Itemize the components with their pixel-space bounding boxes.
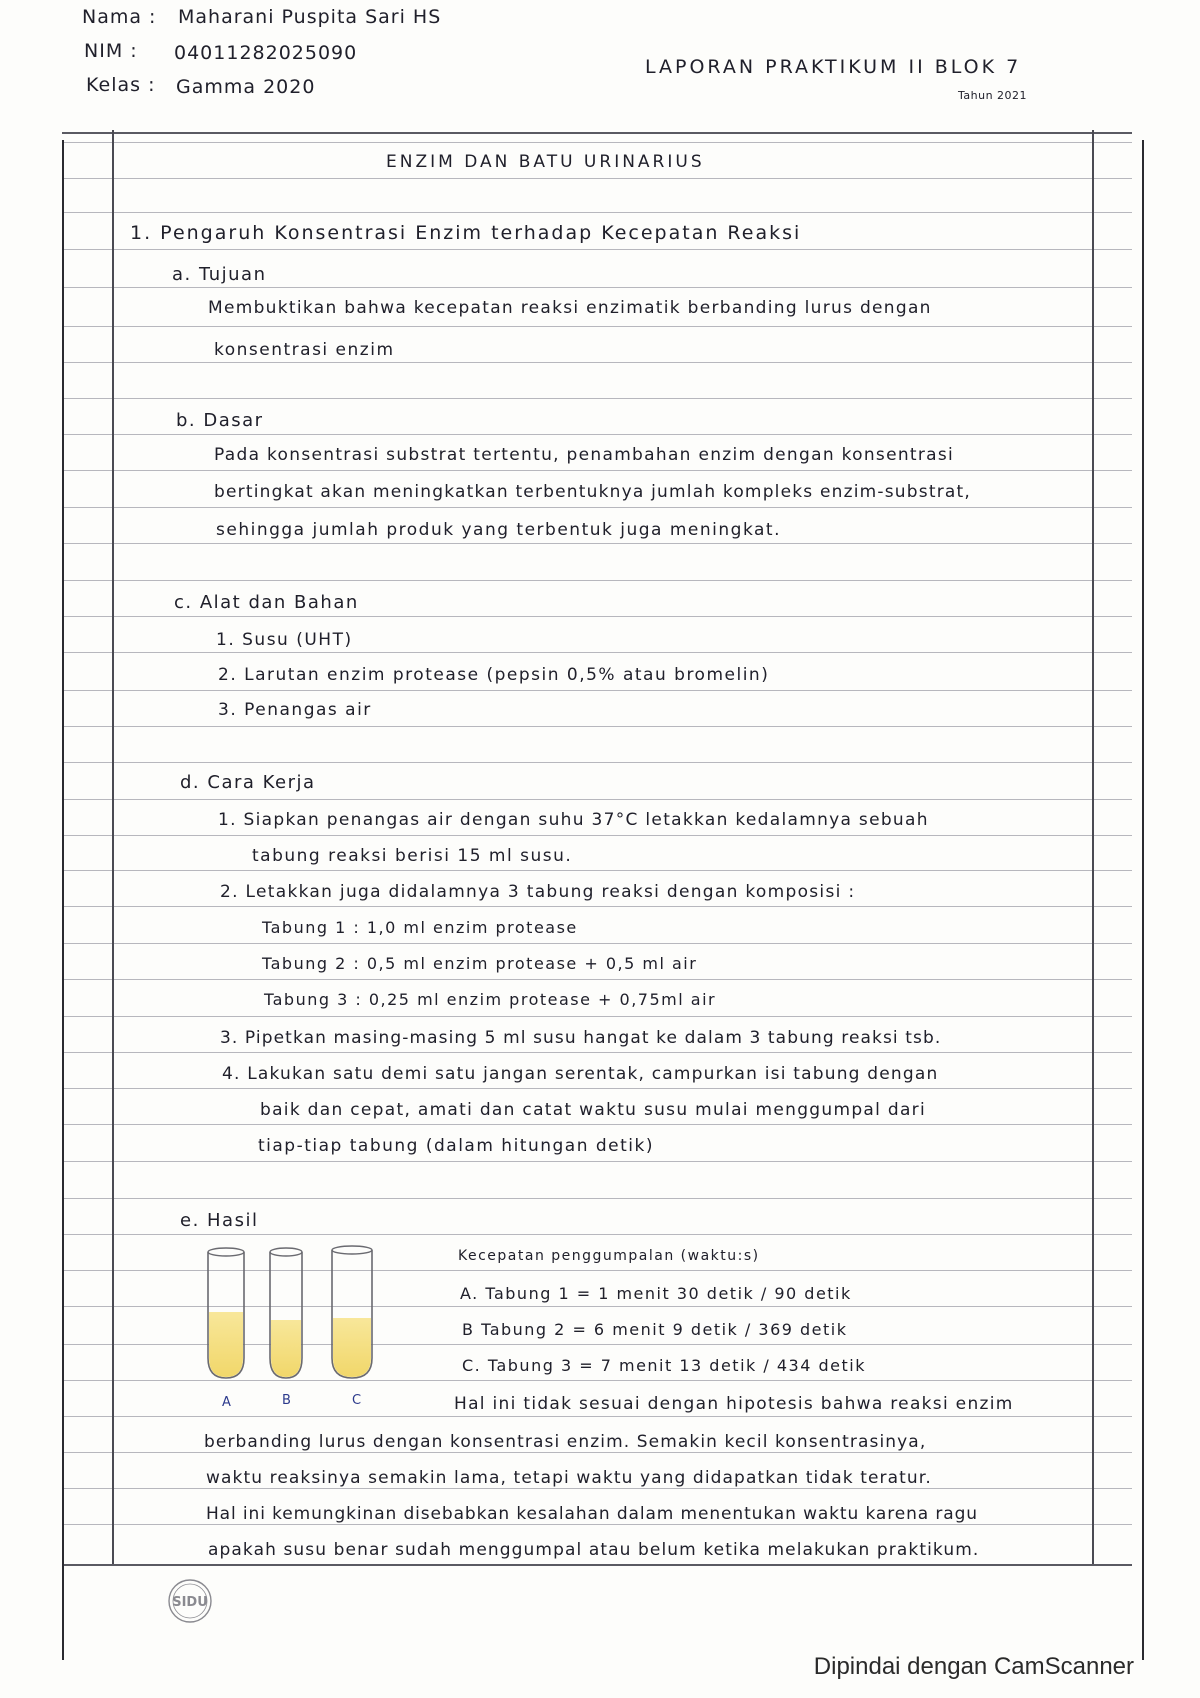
tube-label-b: B <box>282 1393 291 1408</box>
cara-line: 2. Letakkan juga didalamnya 3 tabung reaksi dengan komposisi : <box>220 882 856 902</box>
cara-line: 3. Pipetkan masing-masing 5 ml susu hangat ke dalam 3 tabung reaksi tsb. <box>220 1028 942 1048</box>
alat-item: 2. Larutan enzim protease (pepsin 0,5% atau bromelin) <box>218 665 770 685</box>
tujuan-line: konsentrasi enzim <box>214 340 395 360</box>
result-line: C. Tabung 3 = 7 menit 13 detik / 434 detik <box>462 1356 866 1375</box>
hasil-label: e. Hasil <box>180 1210 259 1231</box>
page-title: ENZIM DAN BATU URINARIUS <box>386 152 705 172</box>
discussion-line: apakah susu benar sudah menggumpal atau belum ketika melakukan praktikum. <box>208 1540 980 1560</box>
cara-line: tiap-tiap tabung (dalam hitungan detik) <box>258 1136 655 1156</box>
speed-title: Kecepatan penggumpalan (waktu:s) <box>458 1248 760 1264</box>
cara-label: d. Cara Kerja <box>180 772 316 793</box>
alat-item: 1. Susu (UHT) <box>216 630 353 650</box>
kelas-label: Kelas : <box>86 74 156 96</box>
scanner-watermark: Dipindai dengan CamScanner <box>813 1653 1134 1680</box>
result-line: A. Tabung 1 = 1 menit 30 detik / 90 detik <box>460 1284 852 1303</box>
cara-line: 4. Lakukan satu demi satu jangan serentak, campurkan isi tabung dengan <box>222 1064 939 1084</box>
sidu-stamp-logo <box>167 1578 213 1624</box>
cara-line: Tabung 2 : 0,5 ml enzim protease + 0,5 ml air <box>262 954 698 973</box>
discussion-line: waktu reaksinya semakin lama, tetapi waktu yang didapatkan tidak teratur. <box>206 1468 932 1488</box>
tube-a-icon <box>208 1248 244 1378</box>
tube-label-a: A <box>222 1395 231 1410</box>
discussion-line: Hal ini kemungkinan disebabkan kesalahan dalam menentukan waktu karena ragu <box>206 1504 978 1524</box>
alat-item: 3. Penangas air <box>218 700 372 720</box>
kelas-value: Gamma 2020 <box>176 76 316 98</box>
margin-line <box>112 130 114 1564</box>
tujuan-label: a. Tujuan <box>172 264 267 285</box>
cara-line: Tabung 3 : 0,25 ml enzim protease + 0,75ml air <box>264 990 717 1009</box>
cara-line: tabung reaksi berisi 15 ml susu. <box>252 846 573 866</box>
stamp-text: SIDU <box>172 1595 208 1610</box>
tube-c-icon <box>332 1246 372 1378</box>
margin-line <box>1092 130 1094 1564</box>
tube-label-c: C <box>352 1393 362 1408</box>
result-line: B Tabung 2 = 6 menit 9 detik / 369 detik <box>462 1320 848 1339</box>
nim-label: NIM : <box>84 40 138 62</box>
cara-line: Tabung 1 : 1,0 ml enzim protease <box>262 918 578 937</box>
test-tubes-illustration <box>200 1240 390 1420</box>
section-heading: 1. Pengaruh Konsentrasi Enzim terhadap Kecepatan Reaksi <box>130 222 802 244</box>
cara-line: 1. Siapkan penangas air dengan suhu 37°C letakkan kedalamnya sebuah <box>218 810 929 830</box>
rule-line <box>62 132 1132 134</box>
tube-b-icon <box>270 1248 302 1378</box>
dasar-line: Pada konsentrasi substrat tertentu, penambahan enzim dengan konsentrasi <box>214 445 955 465</box>
alat-label: c. Alat dan Bahan <box>174 592 359 613</box>
nama-label: Nama : <box>82 6 157 28</box>
dasar-line: bertingkat akan meningkatkan terbentuknya jumlah kompleks enzim-substrat, <box>214 482 971 502</box>
nim-value: 04011282025090 <box>174 42 358 64</box>
dasar-label: b. Dasar <box>176 410 264 431</box>
discussion-line: Hal ini tidak sesuai dengan hipotesis bahwa reaksi enzim <box>454 1394 1014 1414</box>
year-label: Tahun 2021 <box>958 89 1028 102</box>
discussion-line: berbanding lurus dengan konsentrasi enzim. Semakin kecil konsentrasinya, <box>204 1432 927 1452</box>
cara-line: baik dan cepat, amati dan catat waktu susu mulai menggumpal dari <box>260 1100 926 1120</box>
dasar-line: sehingga jumlah produk yang terbentuk juga meningkat. <box>216 520 781 540</box>
nama-value: Maharani Puspita Sari HS <box>178 6 442 28</box>
tujuan-line: Membuktikan bahwa kecepatan reaksi enzimatik berbanding lurus dengan <box>208 298 932 318</box>
report-title: LAPORAN PRAKTIKUM II BLOK 7 <box>645 56 1022 78</box>
